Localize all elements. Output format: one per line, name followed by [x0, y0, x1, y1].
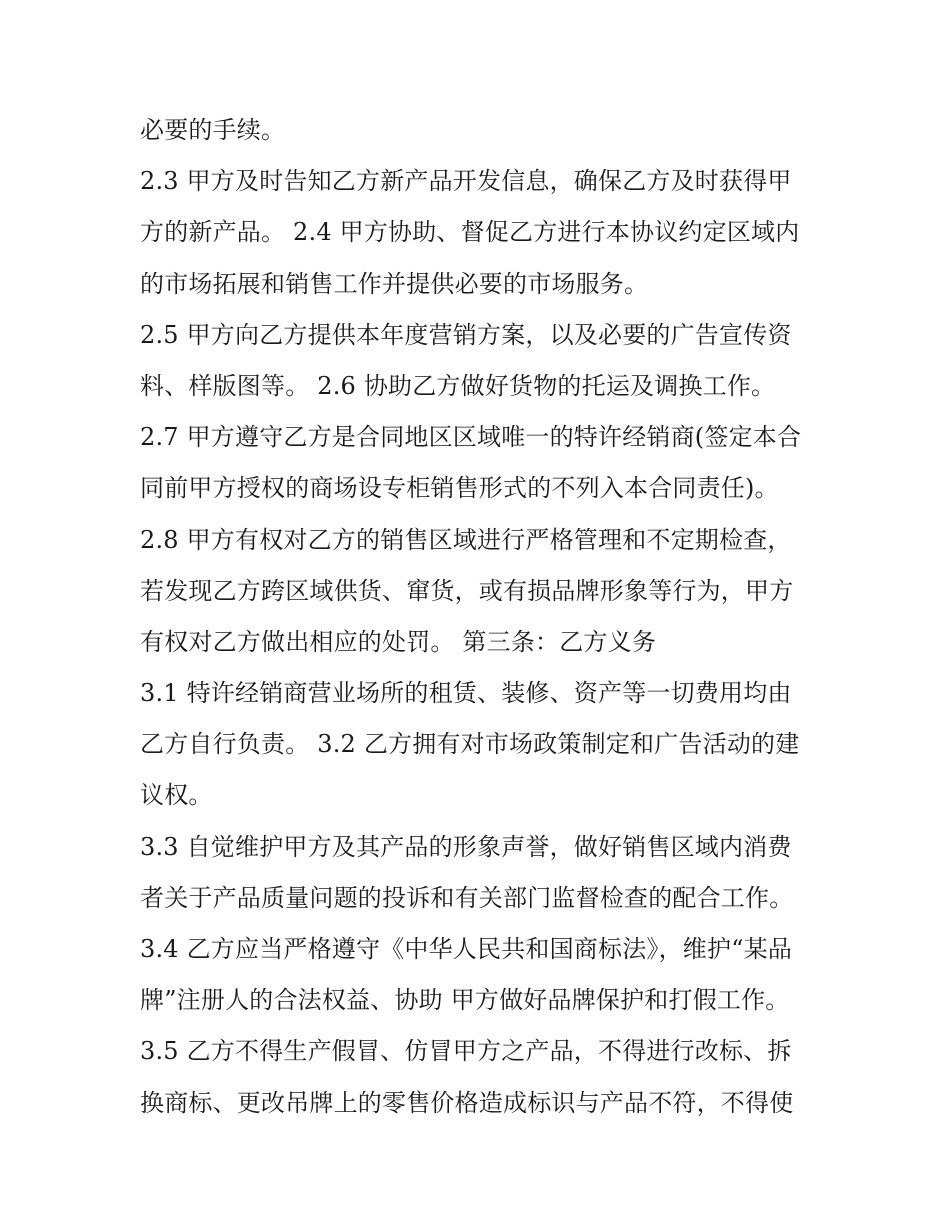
- text-line: 的市场拓展和销售工作并提供必要的市场服务。: [140, 269, 649, 298]
- text-line: 2.3 甲方及时告知乙方新产品开发信息，确保乙方及时获得甲: [140, 167, 792, 196]
- text-line: 方的新产品。 2.4 甲方协助、督促乙方进行本协议约定区域内: [140, 218, 800, 247]
- text-line: 2.5 甲方向乙方提供本年度营销方案，以及必要的广告宣传资: [140, 320, 792, 349]
- text-line: 牌”注册人的合法权益、协助 甲方做好品牌保护和打假工作。: [140, 986, 790, 1015]
- contract-body: [140, 108, 840, 1132]
- text-line: 2.8 甲方有权对乙方的销售区域进行严格管理和不定期检查，: [140, 525, 792, 554]
- text-line: 若发现乙方跨区域供货、窜货，或有损品牌形象等行为，甲方: [140, 576, 794, 605]
- text-line: 换商标、更改吊牌上的零售价格造成标识与产品不符，不得使: [140, 1088, 794, 1117]
- text-line: 者关于产品质量问题的投诉和有关部门监督检查的配合工作。: [140, 883, 794, 912]
- text-line: 同前甲方授权的商场设专柜销售形式的不列入本合同责任)。: [140, 474, 779, 503]
- text-line: 必要的手续。: [140, 116, 286, 144]
- text-line: 3.4 乙方应当严格遵守《中华人民共和国商标法》，维护“某品: [140, 935, 793, 963]
- text-line: 议权。: [140, 781, 213, 810]
- text-line: 料、样版图等。 2.6 协助乙方做好货物的托运及调换工作。: [140, 371, 776, 400]
- text-line: 乙方自行负责。 3.2 乙方拥有对市场政策制定和广告活动的建: [140, 730, 800, 759]
- text-line: 3.5 乙方不得生产假冒、仿冒甲方之产品，不得进行改标、拆: [140, 1037, 792, 1066]
- text-line: 2.7 甲方遵守乙方是合同地区区域唯一的特许经销商(签定本合: [140, 423, 802, 452]
- text-line: 3.1 特许经销商营业场所的租赁、装修、资产等一切费用均由: [140, 679, 792, 708]
- text-line: 3.3 自觉维护甲方及其产品的形象声誉，做好销售区域内消费: [140, 832, 792, 861]
- text-line: 有权对乙方做出相应的处罚。 第三条：乙方义务: [140, 627, 657, 656]
